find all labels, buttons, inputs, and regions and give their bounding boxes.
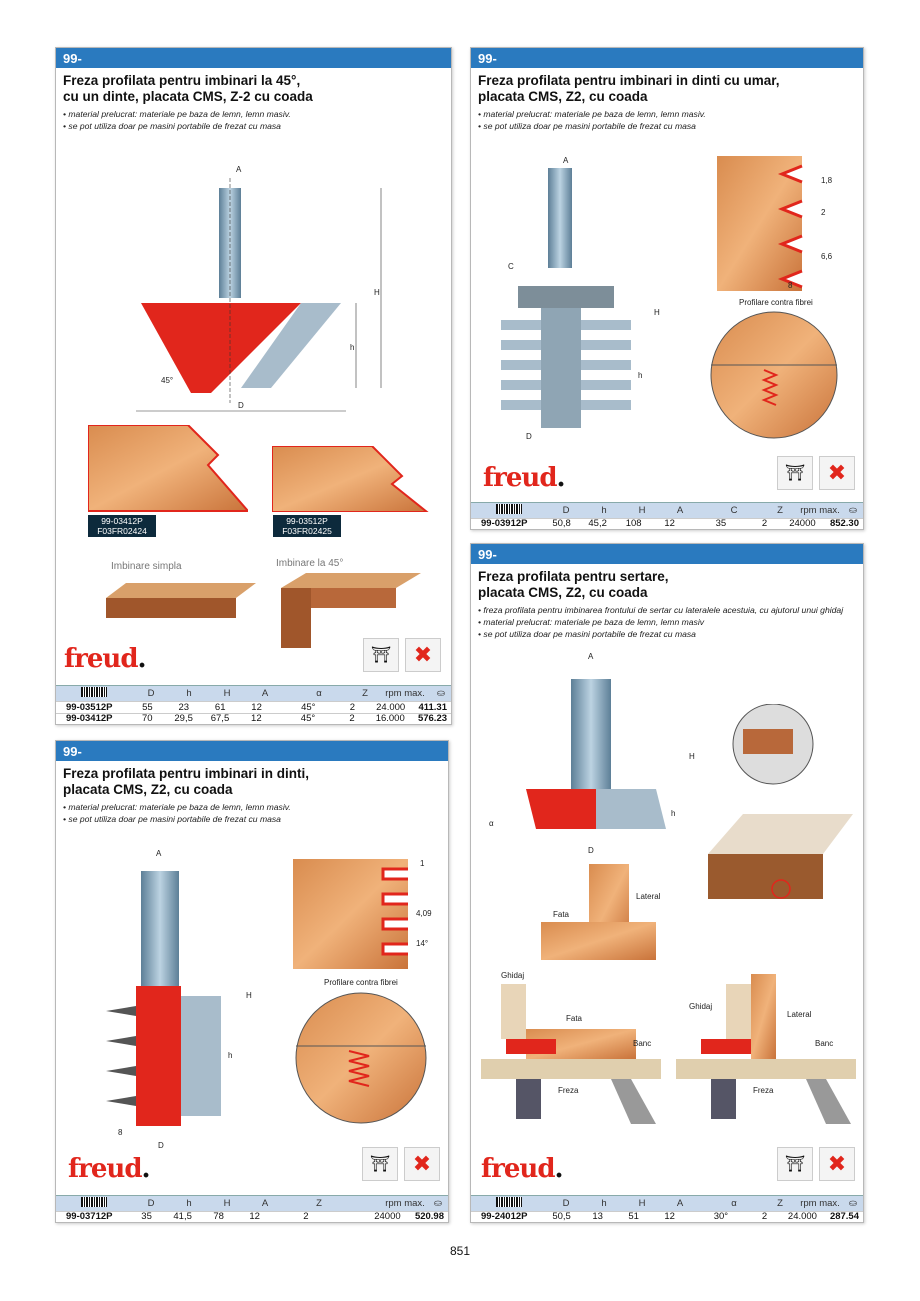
column-header: Z — [316, 1197, 322, 1209]
barcode-icon — [471, 1197, 547, 1210]
product-title: Freza profilata pentru imbinari in dinti cu umar, placata CMS, Z2, cu coada — [478, 73, 780, 104]
column-header: A — [676, 504, 684, 516]
label-fata: Fata — [566, 1014, 583, 1023]
profile-caption: Profilare contra fibrei — [324, 978, 398, 987]
cell: 30° — [713, 1211, 729, 1223]
cell: 50,8 — [552, 518, 571, 530]
dim-D: D — [588, 846, 594, 855]
price-icon: ⛀ — [849, 1197, 857, 1209]
setup-diagram-1 — [481, 974, 661, 1129]
code-prefix: 99- — [56, 741, 448, 761]
cell: 41,5 — [173, 1211, 192, 1223]
product-panel-drawer-joint — [470, 543, 864, 1223]
no-handheld-router-icon: ✖ — [405, 638, 441, 672]
no-handheld-router-icon: ✖ — [819, 456, 855, 490]
bullet: • se pot utiliza doar pe masini portabile de frezat cu masa — [478, 121, 696, 131]
spec-table — [56, 1195, 448, 1223]
cell: 12 — [251, 701, 262, 713]
dim-H: H — [246, 991, 252, 1000]
dim-C: C — [508, 262, 514, 271]
product-code: 99-03712P — [66, 1211, 113, 1223]
column-header: α — [731, 1197, 737, 1209]
dim-A: A — [563, 156, 569, 165]
dim-h: h — [671, 809, 676, 818]
router-table-icon: ⛩ — [363, 638, 399, 672]
freud-logo: freud. — [64, 644, 146, 674]
dim: 8 — [788, 281, 793, 290]
dim-alpha: α — [489, 819, 494, 828]
price: 287.54 — [829, 1211, 859, 1223]
price: 576.23 — [417, 713, 448, 725]
spec-table — [56, 685, 451, 724]
cell: 2 — [761, 518, 768, 530]
cell: 29,5 — [174, 713, 193, 725]
price: 520.98 — [414, 1211, 444, 1223]
profile-tag: 99-03512P F03FR02425 — [273, 515, 341, 537]
column-header: Z — [777, 1197, 783, 1209]
price: 411.31 — [418, 701, 447, 713]
drawer-illustration — [703, 704, 853, 929]
label-ghidaj: Ghidaj — [501, 971, 525, 980]
code-prefix: 99- — [471, 544, 863, 564]
bullet: • freza profilata pentru imbinarea frontului de sertar cu lateralele acestuia, cu ajutorul unui ghidaj — [478, 605, 844, 615]
cell: 24000 — [789, 518, 816, 530]
cell: 2 — [303, 1211, 309, 1223]
barcode-icon — [56, 687, 132, 700]
cell: 13 — [592, 1211, 603, 1223]
column-header: H — [638, 504, 646, 516]
column-header: h — [186, 688, 192, 699]
freud-logo: freud. — [68, 1154, 150, 1184]
product-code: 99-24012P — [481, 1211, 528, 1223]
wood-profile-1 — [88, 425, 248, 513]
machine-icons — [363, 638, 441, 672]
table-row — [56, 701, 451, 713]
freud-logo: freud. — [481, 1154, 563, 1184]
dim-H: H — [654, 308, 660, 317]
code-prefix: 99- — [471, 48, 863, 68]
cell: 70 — [142, 713, 153, 725]
cross-grain-detail — [294, 991, 429, 1126]
column-header: C — [730, 504, 738, 516]
cell: 24.000 — [376, 701, 406, 713]
dim: 1 — [420, 859, 425, 868]
cell: 12 — [664, 518, 675, 530]
column-header: H — [638, 1197, 646, 1209]
bullet: • material prelucrat: materiale pe baza de lemn, lemn masiv. — [63, 802, 291, 812]
column-header: D — [562, 1197, 570, 1209]
column-header: D — [147, 688, 155, 699]
cell: 12 — [249, 1211, 260, 1223]
product-title: Freza profilata pentru imbinari la 45°, cu un dinte, placata CMS, Z-2 cu coada — [63, 73, 313, 104]
label-lateral: Lateral — [787, 1010, 812, 1019]
column-header: A — [676, 1197, 684, 1209]
dim-angle: 45° — [161, 376, 174, 385]
cell: 45° — [300, 713, 316, 725]
cutter-diagram — [516, 679, 676, 839]
cell: 61 — [214, 701, 226, 713]
price-icon: ⛀ — [849, 504, 857, 516]
product-code: 99-03412P — [66, 713, 113, 725]
bullet: • material prelucrat: materiale pe baza de lemn, lemn masiv — [478, 617, 705, 627]
column-header: h — [601, 1197, 607, 1209]
cell: 16.000 — [375, 713, 405, 725]
dim: 2 — [821, 208, 826, 217]
column-header: D — [562, 504, 570, 516]
cell: 24000 — [374, 1211, 401, 1223]
cell: 45,2 — [588, 518, 607, 530]
bullet: • se pot utiliza doar pe masini portabile de frezat cu masa — [478, 629, 696, 639]
price-icon: ⛀ — [437, 688, 445, 699]
product-panel-finger-joint — [55, 740, 449, 1223]
product-code: 99-03512P — [66, 701, 113, 713]
cell: 12 — [251, 713, 262, 725]
cell: 78 — [213, 1211, 224, 1223]
column-header: rpm max. — [385, 688, 425, 699]
dim-H: H — [689, 752, 695, 761]
code-prefix: 99- — [56, 48, 451, 68]
table-row — [56, 1211, 448, 1223]
column-header: Z — [777, 504, 783, 516]
wood-profile — [293, 859, 413, 969]
dim-h: h — [228, 1051, 233, 1060]
cutter-diagram — [101, 871, 231, 1131]
dim-A: A — [156, 849, 162, 858]
dim: 14° — [416, 939, 429, 948]
column-header: A — [261, 1197, 269, 1209]
bullet: • material prelucrat: materiale pe baza de lemn, lemn masiv. — [63, 109, 291, 119]
cutter-diagram — [496, 168, 666, 458]
product-code: 99-03912P — [481, 518, 528, 530]
caption-45-joint: Imbinare la 45° — [276, 558, 344, 569]
table-header — [471, 1195, 863, 1211]
dim-w: 8 — [118, 1128, 123, 1137]
machine-icons — [777, 1147, 855, 1181]
column-header: H — [223, 1197, 231, 1209]
barcode-icon — [56, 1197, 132, 1210]
bullet: • material prelucrat: materiale pe baza de lemn, lemn masiv. — [478, 109, 706, 119]
dim-D: D — [238, 401, 244, 410]
machine-icons — [362, 1147, 440, 1181]
dim-H: H — [374, 288, 380, 297]
label-freza: Freza — [558, 1086, 579, 1095]
label-banc: Banc — [815, 1039, 834, 1048]
table-row — [471, 1211, 863, 1223]
no-handheld-router-icon: ✖ — [404, 1147, 440, 1181]
column-header: rpm max. — [800, 1197, 840, 1209]
bullet: • se pot utiliza doar pe masini portabile de frezat cu masa — [63, 121, 281, 131]
column-header: h — [601, 504, 607, 516]
cell: 35 — [141, 1211, 152, 1223]
cell: 2 — [349, 701, 356, 713]
dim-A: A — [236, 165, 242, 174]
label-fata: Fata — [553, 910, 570, 919]
label-freza: Freza — [753, 1086, 774, 1095]
no-handheld-router-icon: ✖ — [819, 1147, 855, 1181]
column-header: h — [186, 1197, 192, 1209]
cell: 2 — [349, 713, 355, 725]
freud-logo: freud. — [483, 463, 565, 493]
dim-D: D — [158, 1141, 164, 1150]
dim-A: A — [588, 652, 594, 661]
product-panel-shoulder-finger-joint — [470, 47, 864, 530]
router-table-icon: ⛩ — [362, 1147, 398, 1181]
cell: 55 — [142, 701, 153, 713]
cell: 45° — [301, 701, 316, 713]
dim: 1,8 — [821, 176, 833, 185]
cell: 23 — [178, 701, 190, 713]
column-header: α — [316, 688, 322, 699]
table-row — [471, 518, 863, 530]
column-header: A — [261, 688, 269, 699]
cell: 50,5 — [552, 1211, 571, 1223]
wood-profile — [717, 156, 807, 291]
caption-simple-joint: Imbinare simpla — [111, 561, 182, 572]
dim: 4,09 — [416, 909, 432, 918]
machine-icons — [777, 456, 855, 490]
router-table-icon: ⛩ — [777, 1147, 813, 1181]
setup-diagram-2 — [676, 974, 856, 1129]
bullet: • se pot utiliza doar pe masini portabile de frezat cu masa — [63, 814, 281, 824]
label-ghidaj: Ghidaj — [689, 1002, 713, 1011]
label-lateral: Lateral — [636, 892, 661, 901]
table-header — [56, 1195, 448, 1211]
product-title: Freza profilata pentru imbinari in dinti, placata CMS, Z2, cu coada — [63, 766, 310, 797]
profile-caption: Profilare contra fibrei — [739, 298, 813, 307]
barcode-icon — [471, 504, 547, 517]
cell: 12 — [664, 1211, 675, 1223]
table-header — [471, 502, 863, 518]
column-header: H — [223, 688, 231, 699]
cell: 67,5 — [210, 713, 230, 725]
product-title: Freza profilata pentru sertare, placata CMS, Z2, cu coada — [478, 569, 669, 600]
table-row — [56, 713, 451, 725]
cell: 51 — [628, 1211, 639, 1223]
cell: 2 — [761, 1211, 768, 1223]
column-header: Z — [362, 688, 368, 699]
table-header — [56, 685, 451, 701]
column-header: D — [147, 1197, 155, 1209]
column-header: rpm max. — [800, 504, 840, 516]
profile-tag: 99-03412P F03FR02424 — [88, 515, 156, 537]
dim: 6,6 — [821, 252, 833, 261]
price-icon: ⛀ — [434, 1197, 442, 1209]
label-banc: Banc — [633, 1039, 652, 1048]
dim-h: h — [638, 371, 643, 380]
spec-table — [471, 502, 863, 530]
page-number: 851 — [449, 1244, 471, 1258]
product-panel-45-joint — [55, 47, 452, 725]
wood-profile-2 — [272, 446, 432, 512]
cell: 35 — [715, 518, 727, 530]
price: 852.30 — [829, 518, 859, 530]
joint-illustration-simple — [106, 578, 266, 628]
column-header: rpm max. — [385, 1197, 425, 1209]
spec-table — [471, 1195, 863, 1223]
dim-D: D — [526, 432, 532, 441]
cell: 108 — [625, 518, 642, 530]
cross-grain-detail — [709, 310, 839, 440]
router-table-icon: ⛩ — [777, 456, 813, 490]
dim-h: h — [350, 343, 355, 352]
cell: 24.000 — [787, 1211, 817, 1223]
